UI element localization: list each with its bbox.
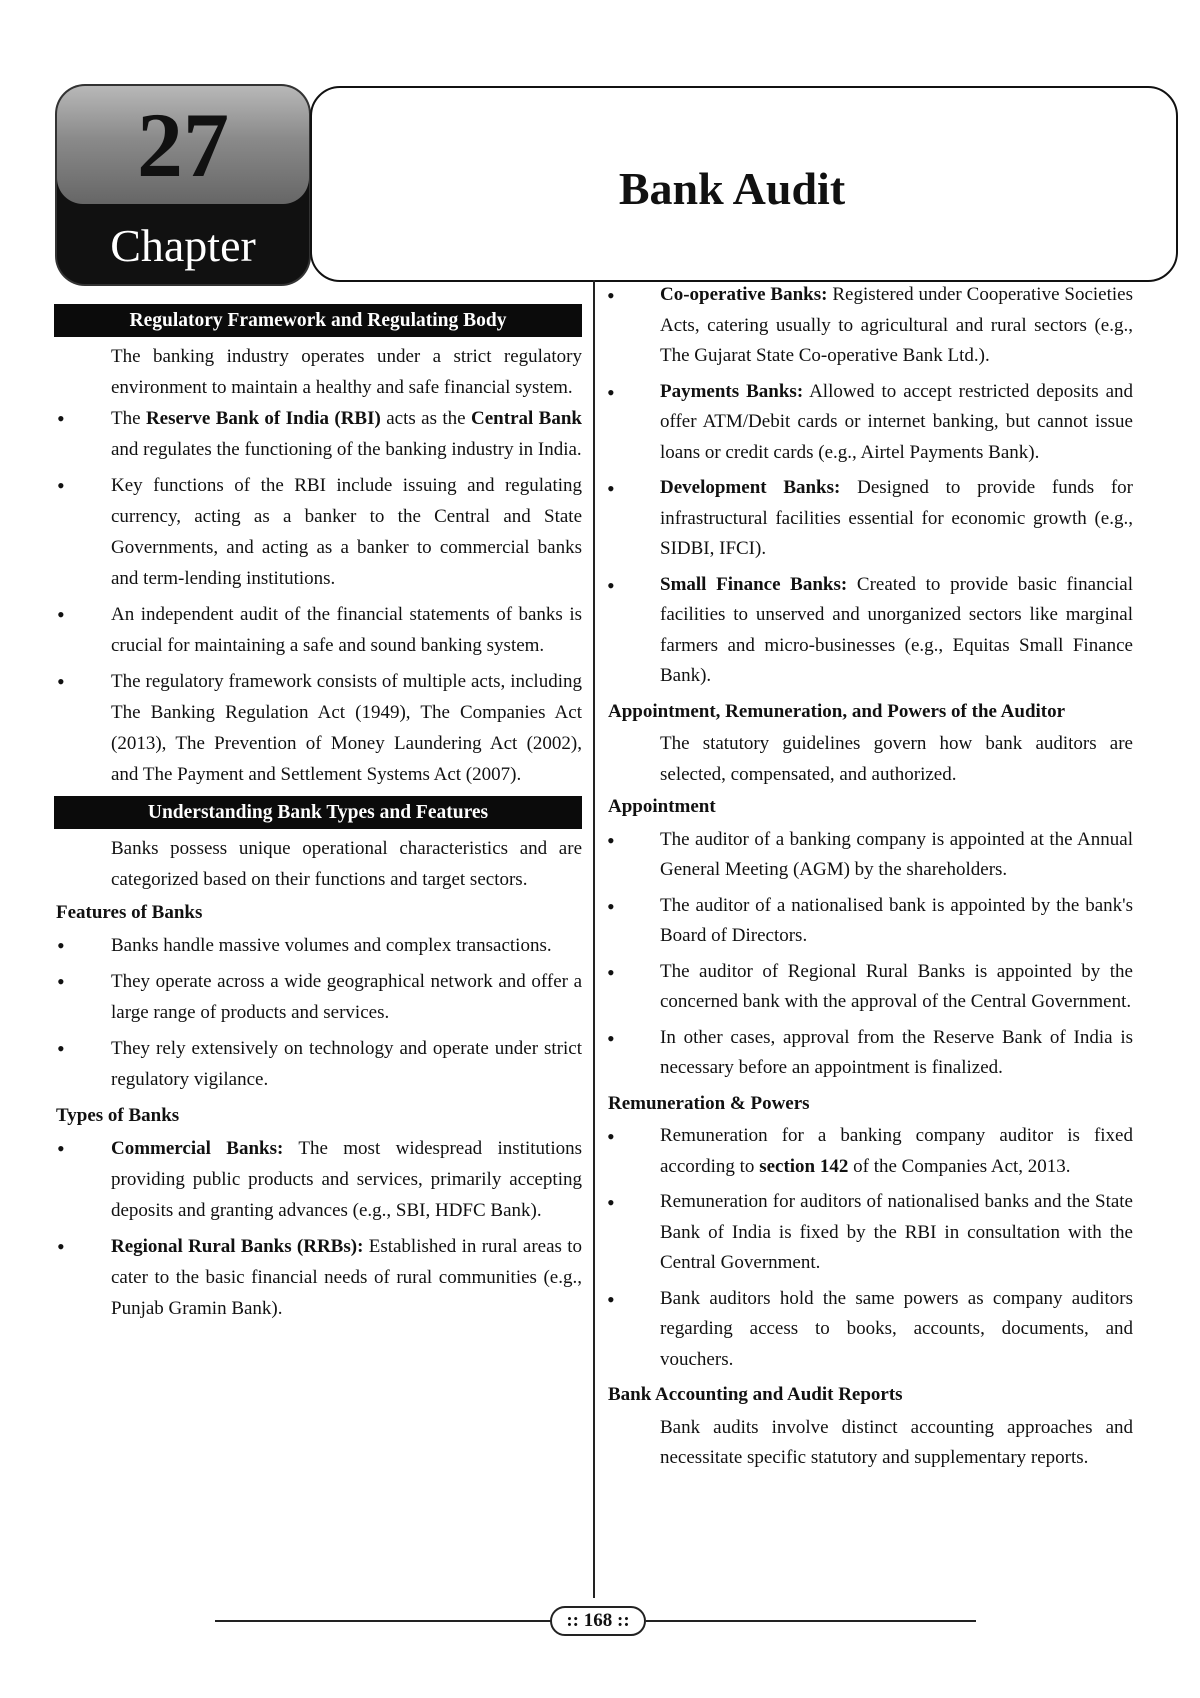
list-item: • Development Banks: Designed to provide funds for infrastructural facilities essential for economic growth (e.g., SIDBI, IFCI). <box>604 473 1133 565</box>
bullet-icon: • <box>57 406 65 431</box>
bullet-icon: • <box>607 1124 615 1149</box>
bullet-icon: • <box>57 1136 65 1161</box>
list-item: • Commercial Banks: The most widespread institutions providing public products and services, primarily accepting deposits and granting advances (e.g., SBI, HDFC Bank). <box>54 1133 582 1226</box>
list-item: • Key functions of the RBI include issuing and regulating currency, acting as a banker to the Central and State Governments, and acting as a banker to commercial banks and term-lending institutions. <box>54 470 582 594</box>
bullet-icon: • <box>607 476 615 501</box>
subheading-appointment: Appointment <box>608 796 716 817</box>
chapter-title: Bank Audit <box>618 163 846 214</box>
column-divider <box>593 280 595 1598</box>
chapter-number: 27 <box>137 94 229 196</box>
bullet-icon: • <box>57 969 65 994</box>
bullet-icon: • <box>607 893 615 919</box>
subheading-remuneration: Remuneration & Powers <box>608 1092 810 1114</box>
footer-rule-right <box>646 1620 976 1622</box>
chapter-badge <box>57 86 309 284</box>
bullet-list <box>604 1121 1133 1375</box>
page-number: :: 168 :: <box>550 1606 646 1636</box>
list-item: • Regional Rural Banks (RRBs): Established in rural areas to cater to the basic financial needs of rural communities (e.g., Punjab Gramin Bank). <box>54 1231 582 1324</box>
bullet-icon: • <box>607 283 615 308</box>
list-item: • Remuneration for auditors of nationalised banks and the State Bank of India is fixed by the RBI in consultation with the Central Government. <box>604 1187 1133 1279</box>
chapter-number-panel <box>57 86 309 204</box>
bullet-icon: • <box>607 1190 615 1215</box>
section-intro: Bank audits involve distinct accounting approaches and necessitate specific statutory and supplementary reports. <box>660 1416 1133 1468</box>
subheading-features: Features of Banks <box>56 902 203 923</box>
bullet-icon: • <box>607 1025 615 1051</box>
list-item: • The Reserve Bank of India (RBI) acts as the Central Bank and regulates the functioning of the banking industry in India. <box>54 403 582 465</box>
list-item: • Small Finance Banks: Created to provide basic financial facilities to unserved and unorganized sectors like marginal farmers and micro-businesses (e.g., Equitas Small Finance Bank). <box>604 570 1133 692</box>
section-intro: The banking industry operates under a strict regulatory environment to maintain a healthy and safe financial system. <box>111 346 582 398</box>
bullet-icon: • <box>607 572 615 598</box>
bullet-icon: • <box>57 1036 65 1061</box>
bullet-icon: • <box>57 473 65 498</box>
list-item: • The regulatory framework consists of multiple acts, including The Banking Regulation Act (1949), The Companies Act (2013), The Prevention of Money Laundering Act (2002), and The Payment and Settlement Systems Act (2007). <box>54 666 582 790</box>
section-intro: Banks possess unique operational characteristics and are categorized based on their functions and target sectors. <box>111 838 582 890</box>
bullet-icon: • <box>57 933 65 958</box>
bullet-icon: • <box>607 1286 615 1312</box>
right-column <box>604 280 1133 1474</box>
bullet-list <box>604 280 1133 692</box>
list-item: • The auditor of Regional Rural Banks is appointed by the concerned bank with the approval of the Central Government. <box>604 957 1133 1018</box>
bullet-list <box>54 930 582 1095</box>
left-column <box>54 280 582 1329</box>
bullet-icon: • <box>607 379 615 405</box>
chapter-title-box <box>310 86 1178 282</box>
list-item: • Bank auditors hold the same powers as company auditors regarding access to books, accounts, documents, and vouchers. <box>604 1284 1133 1376</box>
chapter-label: Chapter <box>110 220 256 271</box>
list-item: • Co-operative Banks: Registered under Cooperative Societies Acts, catering usually to agricultural and rural sectors (e.g., The Gujarat State Co-operative Bank Ltd.). <box>604 280 1133 372</box>
section-heading-regulatory: Regulatory Framework and Regulating Body <box>54 304 582 337</box>
bullet-icon: • <box>57 1234 65 1259</box>
bullet-icon: • <box>57 669 65 694</box>
section-heading-bank-types: Understanding Bank Types and Features <box>54 796 582 829</box>
bullet-icon: • <box>57 602 65 627</box>
section-intro: The statutory guidelines govern how bank auditors are selected, compensated, and authorized. <box>660 733 1133 785</box>
subheading-types: Types of Banks <box>56 1105 180 1126</box>
bullet-icon: • <box>607 827 615 853</box>
list-item: • In other cases, approval from the Reserve Bank of India is necessary before an appointment is finalized. <box>604 1023 1133 1084</box>
list-item: • The auditor of a nationalised bank is appointed by the bank's Board of Directors. <box>604 891 1133 952</box>
footer-rule-left <box>215 1620 551 1622</box>
list-item: • They operate across a wide geographical network and offer a large range of products and services. <box>54 966 582 1028</box>
bullet-list <box>54 1133 582 1324</box>
list-item: • Remuneration for a banking company auditor is fixed according to section 142 of the Companies Act, 2013. <box>604 1121 1133 1182</box>
bullet-icon: • <box>607 959 615 985</box>
bullet-list <box>604 825 1133 1084</box>
list-item: • They rely extensively on technology and operate under strict regulatory vigilance. <box>54 1033 582 1095</box>
list-item: • Payments Banks: Allowed to accept restricted deposits and offer ATM/Debit cards or internet banking, but cannot issue loans or credit cards (e.g., Airtel Payments Bank). <box>604 377 1133 469</box>
list-item: • An independent audit of the financial statements of banks is crucial for maintaining a safe and sound banking system. <box>54 599 582 661</box>
bullet-list <box>54 403 582 790</box>
subheading-appointment-remuneration: Appointment, Remuneration, and Powers of the Auditor <box>608 700 1066 722</box>
list-item: • The auditor of a banking company is appointed at the Annual General Meeting (AGM) by the shareholders. <box>604 825 1133 886</box>
subheading-accounting: Bank Accounting and Audit Reports <box>608 1384 903 1405</box>
list-item: • Banks handle massive volumes and complex transactions. <box>54 930 582 961</box>
